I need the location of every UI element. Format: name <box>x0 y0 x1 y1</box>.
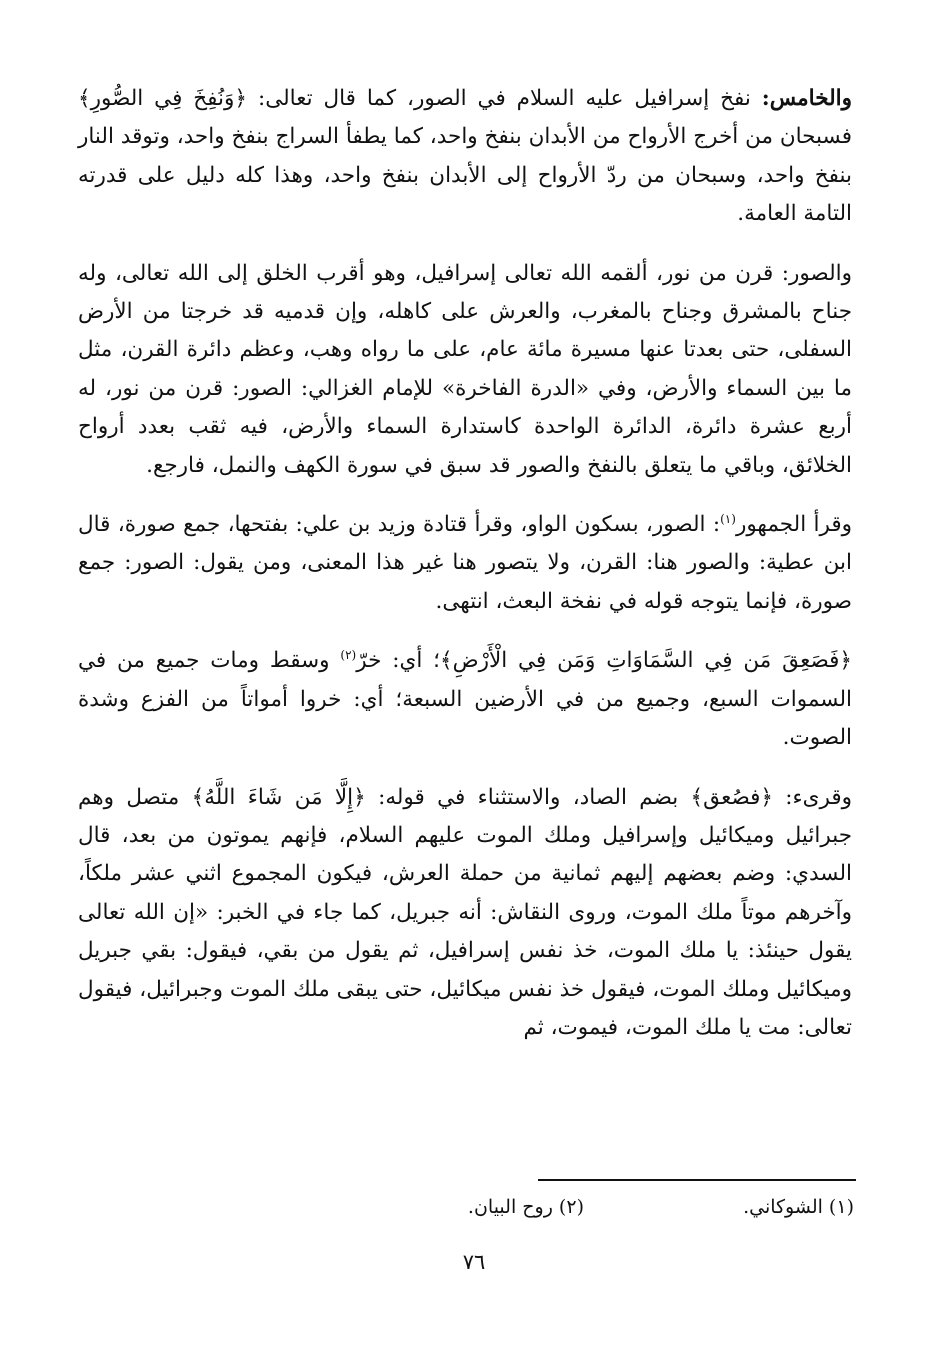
paragraph-swoon <box>78 642 852 757</box>
footnote-1: (١) الشوكاني. <box>743 1196 854 1218</box>
footnotes <box>294 1191 854 1223</box>
paragraph-lead: والخامس: <box>761 86 852 111</box>
paragraph-trumpet <box>78 255 852 485</box>
main-text <box>78 80 852 1068</box>
page-number: ٧٦ <box>462 1250 486 1274</box>
paragraph-body-end: : الصور، بسكون الواو، وقرأ قتادة وزيد بن علي: بفتحها، جمع صورة، قال ابن عطية: والصور هنا: القرن، ولا يتصور هنا غير هذا المعنى، ومن يقول: الصور: جمع صورة، فإنما يتوجه قوله في نفخة البعث، انتهى. <box>78 512 852 614</box>
paragraph-fifth-blowing <box>78 80 852 234</box>
paragraph-body-end: وسقط ومات جميع من في السموات السبع، وجميع من في الأرضين السبعة؛ أي: خروا أمواتاً من الفزع وشدة الصوت. <box>78 648 852 751</box>
paragraph-body: والصور: قرن من نور، ألقمه الله تعالى إسرافيل، وهو أقرب الخلق إلى الله تعالى، وله جناح بالمشرق وجناح بالمغرب، والعرش على كاهله، وإن قدميه قد خرجتا من الأرض السفلى، حتى بعدتا عنها مسيرة مائة عام، على ما رواه وهب، وعظم دائرة القرن، مثل ما بين السماء والأرض، وفي «الدرة الفاخرة» للإمام الغزالي: الصور: قرن من نور، له أربع عشرة دائرة، الدائرة الواحدة كاستدارة السماء والأرض، فيه ثقب بعدد أرواح الخلائق، وباقي ما يتعلق بالنفخ والصور قد سبق في سورة الكهف والنمل، فارجع. <box>78 260 852 478</box>
paragraph-exception <box>78 779 852 1048</box>
footnote-2: (٢) روح البيان. <box>467 1196 584 1218</box>
footnote-marker-1: (١) <box>720 511 736 526</box>
paragraph-reading <box>78 506 852 621</box>
paragraph-body: وقرىء: ﴿فصُعق﴾ بضم الصاد، والاستثناء في قوله: ﴿إِلَّا مَن شَاءَ اللَّهُ﴾ متصل وهم جبرائيل وميكائيل وإسرافيل وملك الموت عليهم السلام، فإنهم يموتون من بعد، قال السدي: وضم بعضهم إليهم ثمانية من حملة العرش، فيكون المجموع اثني عشر ملكاً، وآخرهم موتاً ملك الموت، وروى النقاش: أنه جبريل، كما جاء في الخبر: «إن الله تعالى يقول حينئذ: يا ملك الموت، خذ نفس إسرافيل، ثم يقول من بقي، فيقول: بقي جبريل وميكائيل وملك الموت، فيقول خذ نفس ميكائيل، حتى يبقى ملك الموت وجبرائيل، فيقول تعالى: مت يا ملك الموت، فيموت، ثم <box>78 784 852 1040</box>
paragraph-body-start: ﴿فَصَعِقَ مَن فِي السَّمَاوَاتِ وَمَن فِي الْأَرْضِ﴾؛ أي: خرّ <box>356 648 852 674</box>
paragraph-body: نفخ إسرافيل عليه السلام في الصور، كما قال تعالى: ﴿وَنُفِخَ فِي الصُّورِ﴾ فسبحان من أخرج الأرواح من الأبدان بنفخ واحد، كما يطفأ السراج بنفخ واحد، وتوقد النار بنفخ واحد، وسبحان من ردّ الأرواح إلى الأبدان بنفخ واحد، وهذا كله دليل على قدرته التامة العامة. <box>78 86 852 227</box>
paragraph-body-start: وقرأ الجمهور <box>735 512 853 538</box>
footnote-divider <box>538 1179 856 1181</box>
footnote-marker-2: (٢) <box>340 648 357 663</box>
